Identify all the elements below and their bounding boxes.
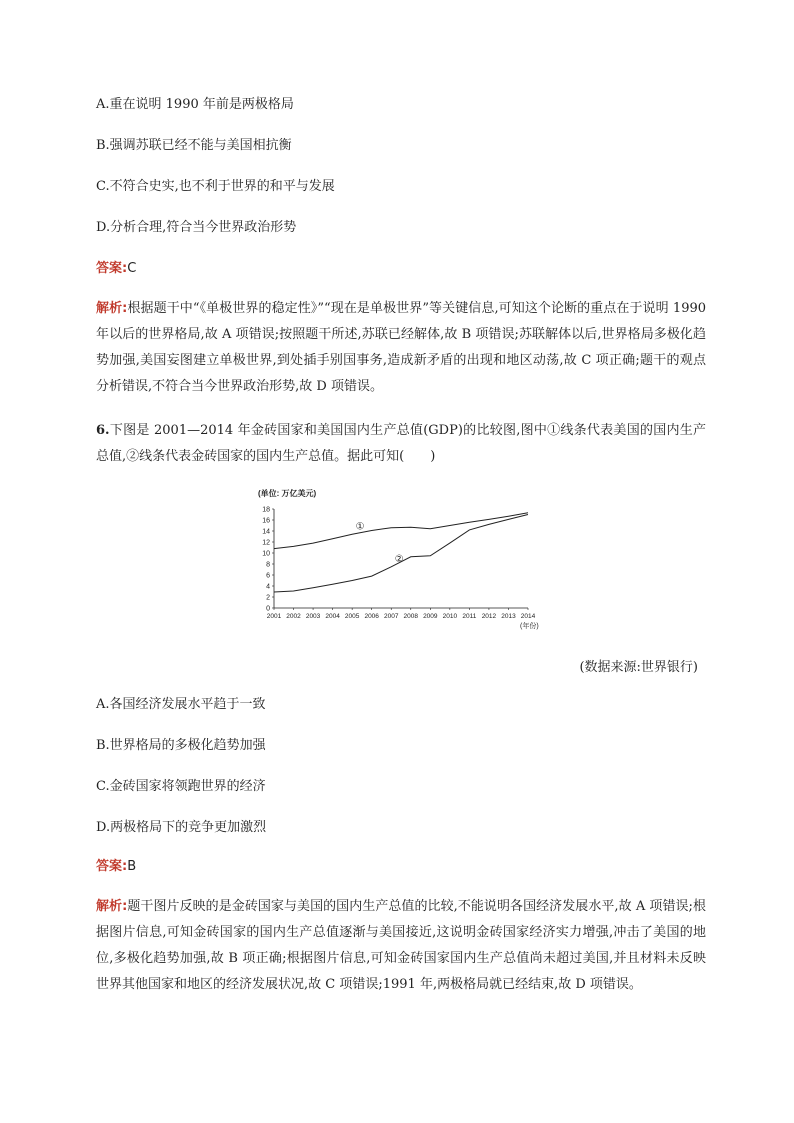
y-tick-label: 6 bbox=[266, 572, 270, 580]
x-tick-label: 2006 bbox=[364, 613, 379, 620]
answer-label: 答案: bbox=[96, 261, 128, 276]
y-tick-label: 18 bbox=[262, 506, 270, 514]
x-tick-label: 2009 bbox=[423, 613, 438, 620]
x-tick-label: 2001 bbox=[266, 613, 282, 620]
x-tick-label: 2007 bbox=[383, 613, 399, 620]
q6-option-a: A.各国经济发展水平趋于一致 bbox=[96, 697, 266, 712]
y-tick-label: 16 bbox=[262, 517, 270, 525]
y-tick-label: 2 bbox=[266, 594, 270, 602]
analysis-text: 根据题干中“《单极世界的稳定性》”“现在是单极世界”等关键信息,可知这个论断的重点在于说明 1990 年以后的世界格局,故 A 项错误;按照题干所述,苏联已经解体,故 B 项错误;苏联解体以后,世界格局多极化趋势加强,美国妄图建立单极世界,到处插手别国事务,造成新矛盾的出现和地区动荡,故 C 项正确;题干的观点分析错误,不符合当今世界政治形势,故 D 项错误。 bbox=[96, 301, 707, 394]
question-stem: 下图是 2001—2014 年金砖国家和美国国内生产总值(GDP)的比较图,图中①线条代表美国的国内生产总值,②线条代表金砖国家的国内生产总值。据此可知( ) bbox=[96, 423, 706, 464]
q5-option-a: A.重在说明 1990 年前是两极格局 bbox=[96, 97, 294, 112]
q6-option-c: C.金砖国家将领跑世界的经济 bbox=[96, 779, 266, 794]
x-tick-label: 2004 bbox=[325, 613, 340, 620]
x-tick-label: 2010 bbox=[442, 613, 458, 620]
analysis-label: 解析: bbox=[96, 301, 128, 316]
q5-analysis bbox=[96, 296, 706, 400]
data-source-note: (数据来源:世界银行) bbox=[579, 660, 698, 675]
series-label-2: ② bbox=[394, 553, 404, 565]
x-tick-label: 2005 bbox=[344, 613, 360, 620]
x-tick-label: 2013 bbox=[501, 613, 516, 620]
x-axis-label: (年份) bbox=[520, 623, 539, 630]
q5-option-d: D.分析合理,符合当今世界政治形势 bbox=[96, 220, 297, 235]
y-tick-label: 0 bbox=[266, 605, 270, 613]
q5-option-c: C.不符合史实,也不利于世界的和平与发展 bbox=[96, 179, 335, 194]
question-number: 6. bbox=[96, 423, 110, 438]
x-tick-label: 2003 bbox=[305, 613, 321, 620]
x-tick-label: 2008 bbox=[403, 613, 419, 620]
y-axis-label: (单位: 万亿美元) bbox=[258, 489, 317, 498]
q5-option-b: B.强调苏联已经不能与美国相抗衡 bbox=[96, 138, 292, 153]
y-tick-label: 14 bbox=[262, 528, 270, 536]
y-tick-label: 12 bbox=[262, 539, 270, 547]
x-tick-label: 2011 bbox=[462, 613, 477, 620]
answer-value: C bbox=[127, 261, 137, 276]
y-tick-label: 10 bbox=[262, 550, 270, 558]
q6-answer bbox=[96, 859, 136, 875]
series-label-1: ① bbox=[355, 521, 365, 533]
q5-answer bbox=[96, 261, 136, 277]
x-tick-label: 2012 bbox=[481, 613, 497, 620]
analysis-text: 题干图片反映的是金砖国家与美国的国内生产总值的比较,不能说明各国经济发展水平,故 A 项错误;根据图片信息,可知金砖国家的国内生产总值逐渐与美国接近,这说明金砖国家经济实力增强,冲击了美国的地位,多极化趋势加强,故 B 项正确;根据图片信息,可知金砖国家国内生产总值尚未超过美国,并且材料未反映世界其他国家和地区的经济发展状况,故 C 项错误;1991 年,两极格局就已经结束,故 D 项错误。 bbox=[96, 899, 706, 992]
y-tick-label: 4 bbox=[266, 583, 270, 591]
series-line-1 bbox=[274, 513, 528, 549]
x-tick-label: 2002 bbox=[286, 613, 301, 620]
q6-option-d: D.两极格局下的竞争更加激烈 bbox=[96, 820, 267, 835]
x-tick-label: 2014 bbox=[520, 613, 536, 620]
answer-value: B bbox=[127, 859, 137, 874]
gdp-comparison-chart bbox=[254, 486, 544, 636]
analysis-label: 解析: bbox=[96, 899, 128, 914]
q6-option-b: B.世界格局的多极化趋势加强 bbox=[96, 738, 266, 753]
y-tick-label: 8 bbox=[266, 561, 270, 569]
q6-stem bbox=[96, 418, 706, 470]
q6-analysis bbox=[96, 894, 706, 998]
answer-label: 答案: bbox=[96, 859, 128, 874]
